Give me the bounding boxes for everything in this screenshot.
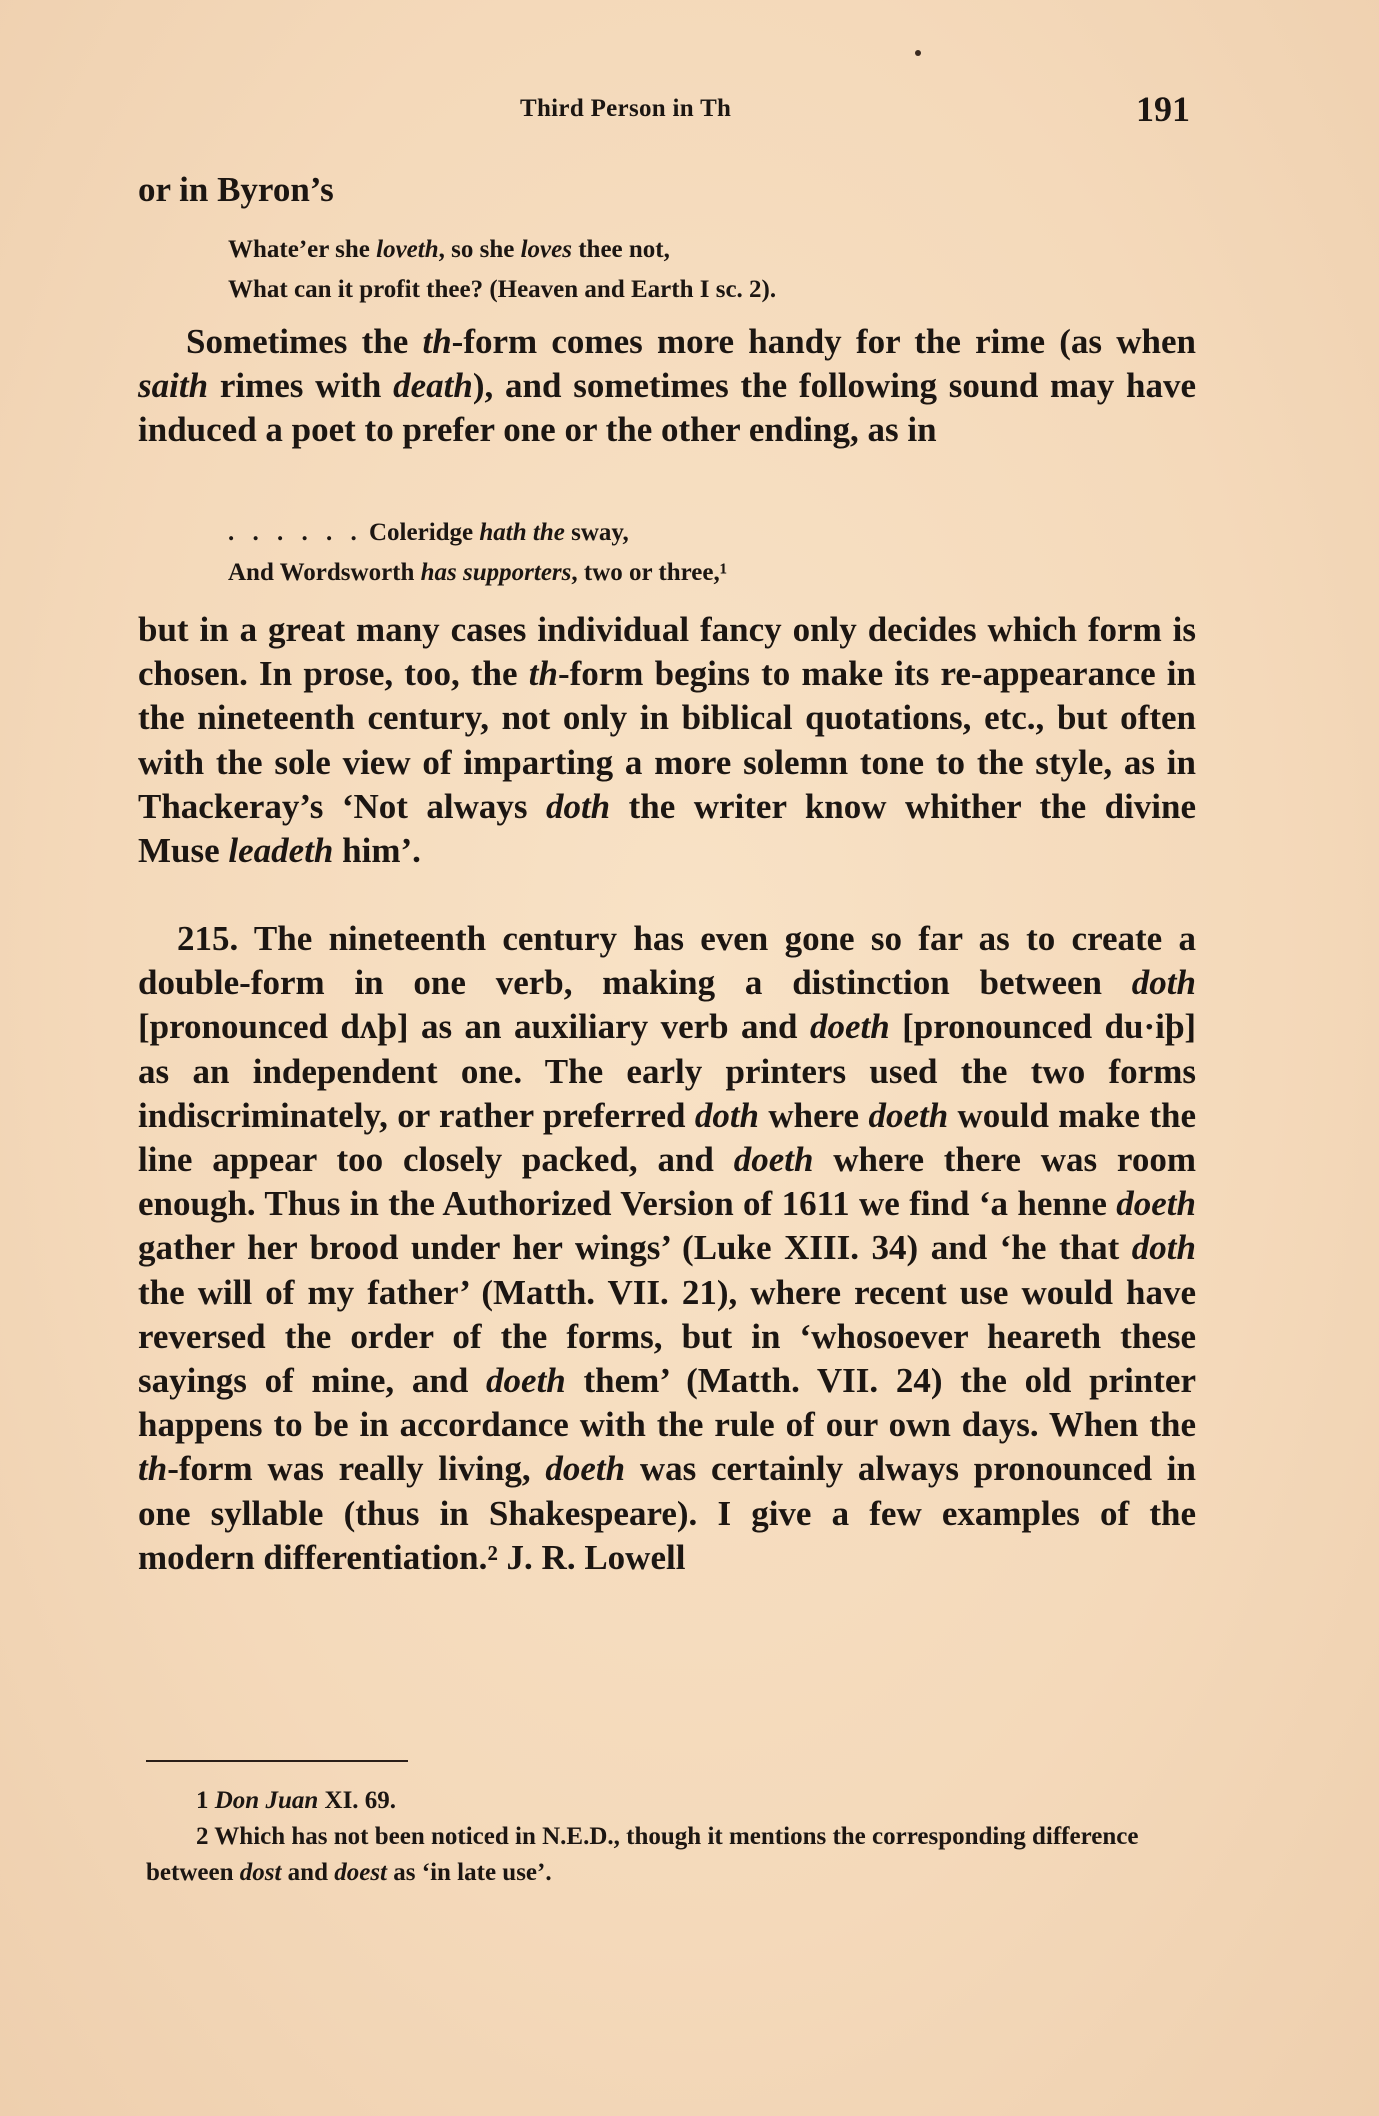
- verse-line-1: . . . . . . Coleridge hath the sway,: [228, 519, 629, 546]
- paragraph-rime: Sometimes the th-form comes more handy for the rime (as when saith rimes with death), and sometimes the following sound may have induced a poet to prefer one or the other ending, as in: [138, 322, 1196, 450]
- paragraph-section-215: 215. The nineteenth century has even gone so far as to create a double-form in one verb, making a distinction between doth [pronounced dʌþ] as an auxiliary verb and doeth [pronounced du·iþ] as an independent one. The early printers used the two forms indiscriminately, or rather preferred doth where doeth would make the line appear too closely packed, and doeth where there was room enough. Thus in the Authorized Version of 1611 we find ‘a henne doeth gather her brood under her wings’ (Luke XIII. 34) and ‘he that doth the will of my father’ (Matth. VII. 21), where recent use would have reversed the order of the forms, but in ‘whosoever heareth these sayings of mine, and doeth them’ (Matth. VII. 24) the old printer happens to be in accordance with the rule of our own days. When the th-form was really living, doeth was certainly always pronounced in one syllable (thus in Shakespeare). I give a few examples of the modern differentiation.² J. R. Lowell: [138, 919, 1196, 1577]
- verse-line-2: And Wordsworth has supporters, two or three,¹: [228, 559, 728, 586]
- verse-quotation-byron: [228, 230, 776, 310]
- running-head: Third Person in Th: [520, 95, 732, 122]
- verse-line-2: What can it profit thee? (Heaven and Earth I sc. 2).: [228, 276, 777, 303]
- footnote-2: 2 Which has not been noticed in N.E.D., though it mentions the corresponding difference between dost and doest as ‘in late use’.: [146, 1823, 1139, 1886]
- verse-quotation-coleridge: [228, 513, 727, 593]
- page-number: 191: [1136, 89, 1190, 129]
- verse-line-1: Whate’er she loveth, so she loves thee not,: [228, 236, 670, 263]
- lead-in-line: or in Byron’s: [138, 170, 334, 209]
- paragraph-prose: but in a great many cases individual fancy only decides which form is chosen. In prose, too, the th-form begins to make its re-appearance in the nineteenth century, not only in biblical quotations, etc., but often with the sole view of imparting a more solemn tone to the style, as in Thackeray’s ‘Not always doth the writer know whither the divine Muse leadeth him’.: [138, 610, 1196, 871]
- footnote-1: 1 Don Juan XI. 69.: [196, 1787, 397, 1814]
- ink-speck: [915, 50, 921, 56]
- footnote-divider: [146, 1760, 408, 1762]
